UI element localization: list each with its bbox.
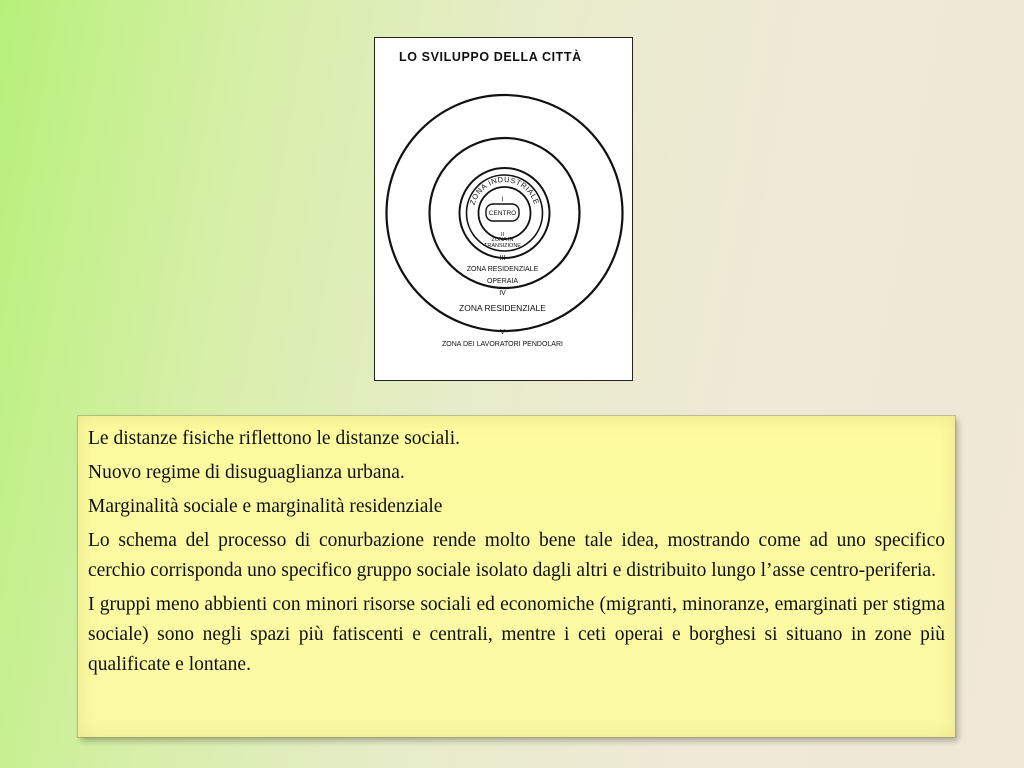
zone-2-number: II [500, 232, 505, 238]
paragraph-5: I gruppi meno abbienti con minori risorse sociali ed economiche (migranti, minoranze, emarginati per stigma sociale) sono negli spazi più fatiscenti e centrali, mentre i ceti operai e borghesi si situano in zone più qualificate e lontane. [88, 594, 945, 675]
paragraph-1: Le distanze fisiche riflettono le distanze sociali. [88, 428, 460, 449]
zone-2-label-line2: TRANSIZIONE [484, 243, 521, 249]
city-development-diagram [374, 37, 633, 381]
zone-5-number: V [500, 329, 505, 336]
zone-3-number: III [499, 255, 506, 262]
paragraph-3: Marginalità sociale e marginalità residenziale [88, 496, 443, 517]
zone-3-label-line1: ZONA RESIDENZIALE [466, 266, 539, 273]
paragraph-4: Lo schema del processo di conurbazione rende molto bene tale idea, mostrando come ad uno specifico cerchio corrisponda uno specifico gruppo sociale isolato dagli altri e distribuito lungo l’asse centro-periferia. [88, 530, 945, 581]
zone-4-number: IV [499, 290, 506, 297]
explanation-text-box [78, 416, 955, 737]
zone-1-label: CENTRO [488, 210, 517, 217]
concentric-zones-svg [375, 38, 634, 382]
zone-5-label: ZONA DEI LAVORATORI PENDOLARI [442, 341, 563, 348]
zone-1-number: I [501, 196, 504, 203]
paragraph-2: Nuovo regime di disuguaglianza urbana. [88, 462, 405, 483]
zone-4-label: ZONA RESIDENZIALE [459, 303, 546, 313]
zone-2-label-line1: ZONA IN [491, 237, 514, 243]
zone-3-label-line2: OPERAIA [486, 278, 519, 285]
industrial-zone-label: ZONA INDUSTRIALE [467, 174, 542, 207]
diagram-title: LO SVILUPPO DELLA CITTÀ [399, 50, 582, 64]
